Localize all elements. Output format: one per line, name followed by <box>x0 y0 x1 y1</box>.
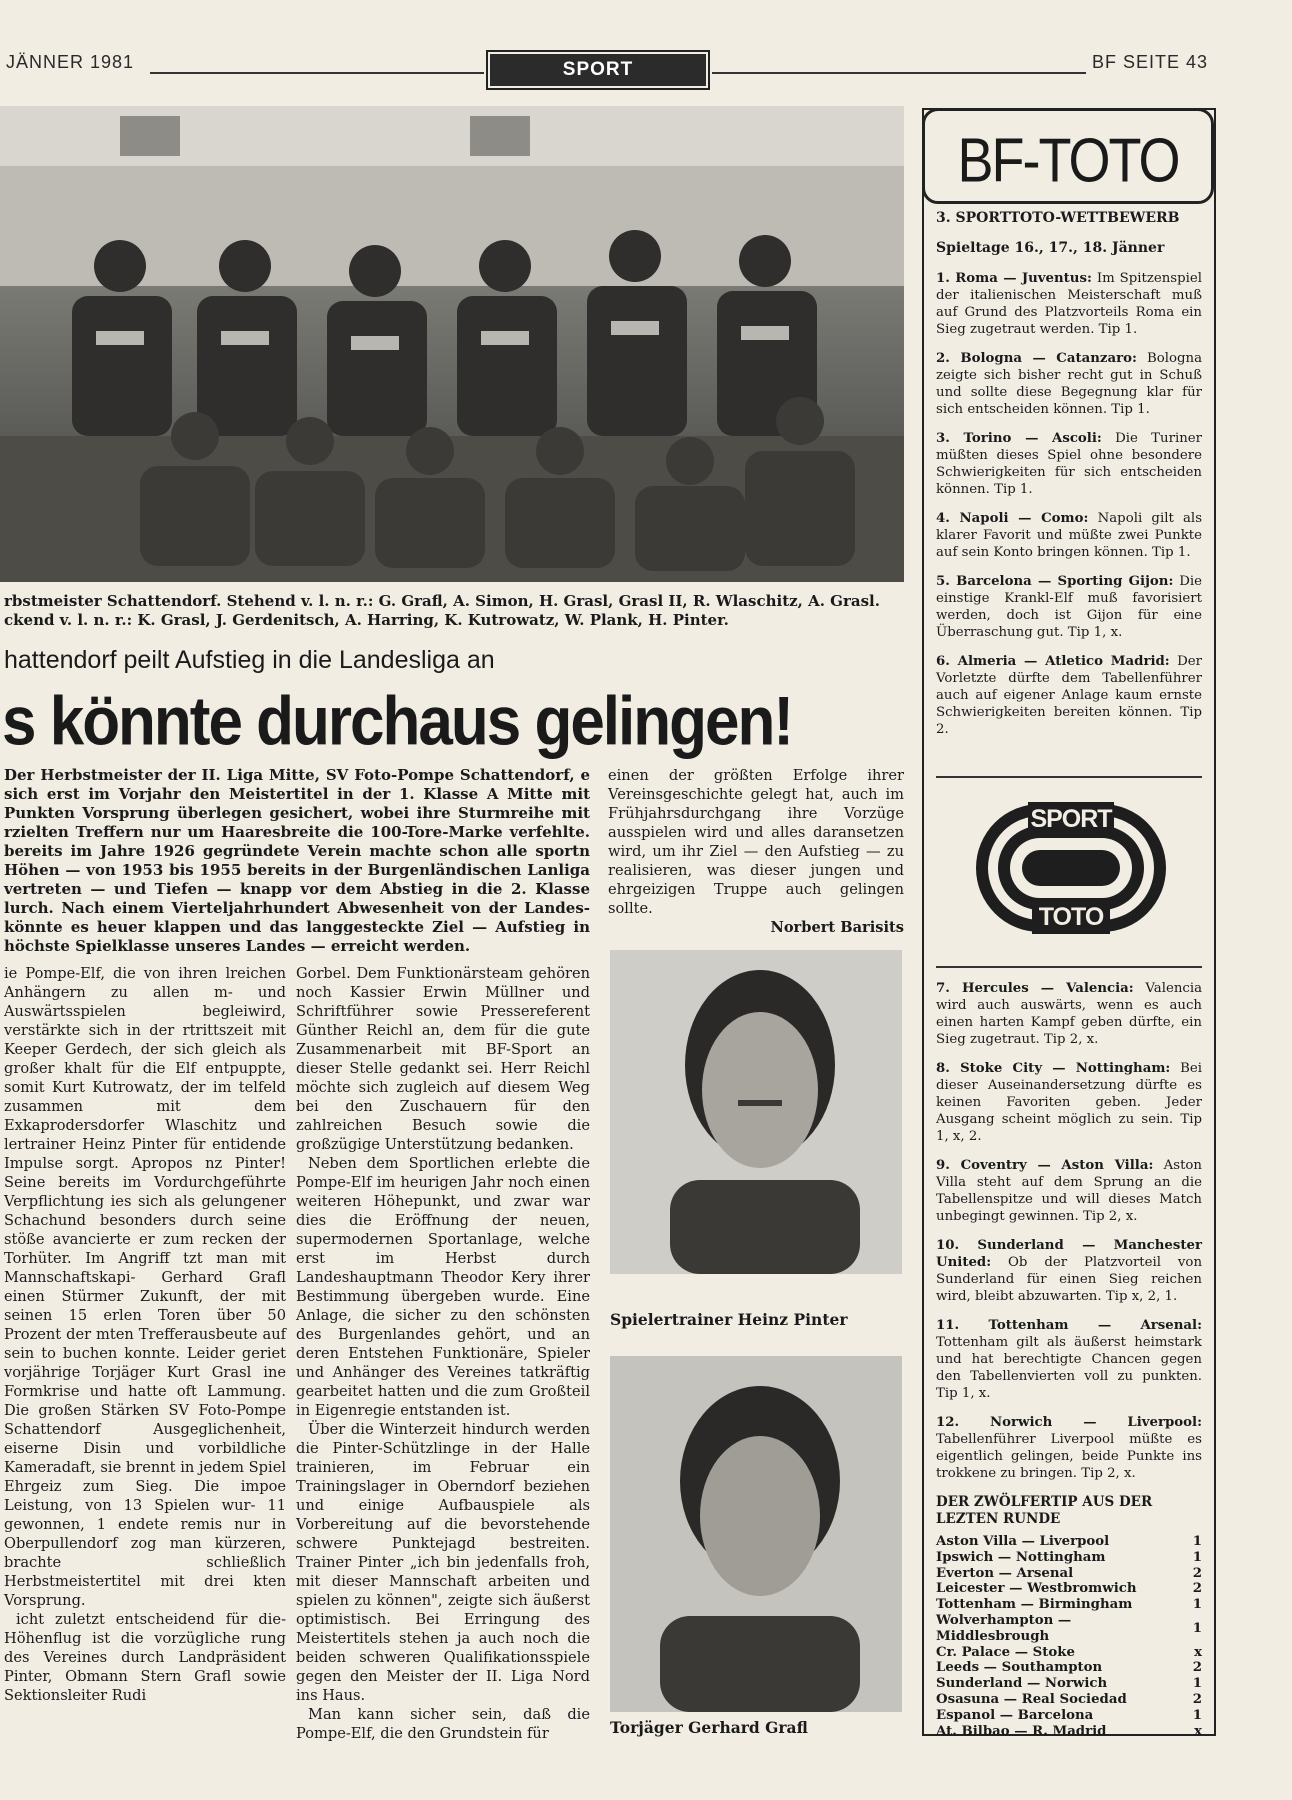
col1-paragraph-1: ie Pompe-Elf, die von ihren lreichen Anhängern zu allen m- und Auswärtsspielen begleiwird, verstärkte sich in der rtrittszeit mit Keeper Gerdech, der sich gleich als großer khalt für die Elf entpuppte, somit Kurt Kutrowatz, der im telfeld zusammen mit dem Exkaprodersdorfer Wlaschitz und lertrainer Heinz Pinter für entidende Impulse sorgt. Apropos nz Pinter! Seine bereits im Vordurchgeführte Verpflichtung ies sich als gelungener Schachund besonders durch seine stöße avancierte er zum recken der Torhüter. Im Angriff tzt man mit Mannschaftskapi- Gerhard Grafl einen Stürmer Zukunft, der mit seinen 15 erlen Toren über 50 Prozent der mten Trefferausbeute auf sein to buchen konnte. Leider geriet vorjährige Torjäger Kurt Grasl ine Formkrise und hatte oft Lammung. Die großen Stärken SV Foto-Pompe Schattendorf Ausgeglichenheit, eiserne Disin und vorbildliche Kameradaft, sie brennt in jedem Spiel Ehrgeiz zum Sieg. Die impoe Leistung, von 13 Spielen wur- 11 gewonnen, 1 endete remis nur in Oberpullendorf zog man kürzeren, brachte schließlich Herbstmeistertitel mit drei kten Vorsprung. <box>4 965 286 1609</box>
logo-toto-text: TOTO <box>1038 903 1104 931</box>
portrait1-caption: Spielertrainer Heinz Pinter <box>610 1310 848 1329</box>
article-lead-continued: einen der größten Erfolge ihrer Vereinsgeschichte gelegt hat, auch im Frühjahrsdurchgang ihre Vorzüge ausspielen wird und alles daransetzen wird, um ihr Ziel — den Aufstieg — zu realisieren, was dieser jungen und ehrgeizigen Truppe auch gelingen sollte. <box>608 767 904 917</box>
zwoelfer-table <box>936 1534 1202 1739</box>
section-label: SPORT <box>490 54 706 86</box>
zwoelfer-row: Wolverhampton — Middlesbrough 1 <box>936 1612 1202 1644</box>
logo-sport-text: SPORT <box>1030 805 1112 833</box>
toto-tip-5: 5. Barcelona — Sporting Gijon: Die einstige Krankl-Elf muß favorisiert werden, doch ist Gijon für eine Überraschung gut. Tip 1, x. <box>936 574 1202 640</box>
col1-paragraph-2: icht zuletzt entscheidend für die- Höhenflug ist die vorzügliche rung des Vereines durch Landpräsident Pinter, Obmann Stern Grafl sowie Sektionsleiter Rudi <box>4 1611 286 1704</box>
header-rule-right <box>712 72 1086 74</box>
toto-tip-9: 9. Coventry — Aston Villa: Aston Villa steht auf dem Sprung an die Tabellenspitze und will dieses Match unbegingt gewinnen. Tip 2, x. <box>936 1158 1202 1224</box>
toto-tip-12: 12. Norwich — Liverpool: Tabellenführer Liverpool müßte es eigentlich gelingen, beide Punkte ins trokkene zu bringen. Tip 2, x. <box>936 1415 1202 1481</box>
toto-tip-2: 2. Bologna — Catanzaro: Bologna zeigte sich bisher recht gut in Schuß und sollte diese Begegnung klar für sich entscheiden können. Tip 1. <box>936 351 1203 417</box>
toto-tip-6: 6. Almeria — Atletico Madrid: Der Vorletzte dürfte dem Tabellenführer auch auf eigener Anlage kaum ernste Schwierigkeiten bereiten können. Tip 2. <box>936 654 1202 737</box>
team-photo-caption-line1: rbstmeister Schattendorf. Stehend v. l. n. r.: G. Grafl, A. Simon, H. Grasl, Grasl II, R. Wlaschitz, A. Grasl. <box>4 592 880 610</box>
article-column-1 <box>4 964 286 1705</box>
col2-paragraph-2: Neben dem Sportlichen erlebte die Pompe-Elf im heurigen Jahr noch einen weiteren Höhepunkt, und zwar war dies die Eröffnung der neuen, supermodernen Sportanlage, welche erst im Herbst durch Landeshauptmann Theodor Kery ihrer Bestimmung übergeben wurde. Eine Anlage, die sicher zu den schönsten des Burgenlandes gehört, und an deren Entstehen Funktionäre, Spieler und Anhänger des Vereines tatkräftig gearbeitet hatten und die zum Großteil in Eigenregie entstanden ist. <box>296 1155 590 1419</box>
toto-tip-3: 3. Torino — Ascoli: Die Turiner müßten dieses Spiel ohne besondere Schwierigkeiten für sich entscheiden können. Tip 1. <box>936 431 1202 497</box>
col2-paragraph-1: Gorbel. Dem Funktionärsteam gehören noch Kassier Erwin Müllner und Schriftführer sowie Pressereferent Günther Reichl an, dem für die gute Zusammenarbeit mit BF-Sport an dieser Stelle gedankt sei. Herr Reichl möchte sich zugleich auf diesem Weg bei den Zuschauern für den zahlreichen Besuch sowie die großzügige Unterstützung bedanken. <box>296 965 590 1153</box>
zwoelfer-row: Tottenham — Birmingham 1 <box>936 1597 1202 1613</box>
toto-tip-4: 4. Napoli — Como: Napoli gilt als klarer Favorit und müßte zwei Punkte auf sein Konto bringen können. Tip 1. <box>936 511 1203 560</box>
zwoelfer-row: Leeds — Southampton 2 <box>936 1660 1202 1676</box>
toto-tip-10: 10. Sunderland — Manchester United: Ob der Platzvorteil von Sunderland für einen Sieg reichen wird, bleibt abzuwarten. Tip x, 2, 1. <box>936 1238 1203 1304</box>
bf-toto-title: BF-TOTO <box>957 126 1179 196</box>
team-photo-illustration <box>0 106 904 582</box>
sport-toto-logo <box>972 800 1170 936</box>
toto-tip-7: 7. Hercules — Valencia: Valencia wird auch auswärts, wenn es auch einen harten Kampf geben dürfte, ein Sieg zugetraut. Tip 2, x. <box>936 981 1203 1047</box>
zwoelfer-title: DER ZWÖLFERTIP AUS DER LEZTEN RUNDE <box>936 1494 1153 1527</box>
portrait-gerhard-grafl <box>610 1356 902 1712</box>
article-headline: s könnte durchaus gelingen! <box>2 684 792 760</box>
article-author: Norbert Barisits <box>770 919 904 936</box>
zwoelfer-row: Espanol — Barcelona 1 <box>936 1707 1202 1723</box>
zwoelfer-row: Everton — Arsenal 2 <box>936 1565 1202 1581</box>
portrait-illustration-2 <box>610 1356 902 1712</box>
bf-toto-title-box <box>922 108 1214 204</box>
zwoelfer-row: Leicester — Westbromwich 2 <box>936 1581 1202 1597</box>
article-column-2 <box>296 964 590 1743</box>
zwoelfer-row: At. Bilbao — R. Madrid x <box>936 1723 1202 1739</box>
zwoelfer-row: Osasuna — Real Sociedad 2 <box>936 1691 1202 1707</box>
col2-paragraph-3: Über die Winterzeit hindurch werden die Pinter-Schützlinge in der Halle trainieren, im Februar ein Trainingslager in Oberndorf beziehen und einige Aufbauspiele als Vorbereitung auf die bevorstehende schwere Punktejagd bestreiten. Trainer Pinter „ich bin jedenfalls froh, mit dieser Mannschaft arbeiten und spielen zu können", zeigte sich äußerst optimistisch. Bei Erringung des Meistertitels stehen ja auch noch die beiden schweren Qualifikationsspiele gegen den Meister der II. Liga Nord ins Haus. <box>296 1421 590 1704</box>
toto-tip-8: 8. Stoke City — Nottingham: Bei dieser Auseinandersetzung dürfte es keinen Favoriten geben. Jeder Ausgang scheint möglich zu sein. Tip 1, x, 2. <box>936 1061 1202 1144</box>
issue-date: JÄNNER 1981 <box>6 52 135 72</box>
portrait2-caption: Torjäger Gerhard Grafl <box>610 1718 808 1737</box>
team-photo <box>0 106 904 582</box>
portrait-heinz-pinter <box>610 950 902 1274</box>
zwoelfer-row: Ipswich — Nottingham 1 <box>936 1549 1202 1565</box>
article-lead: Der Herbstmeister der II. Liga Mitte, SV Foto-Pompe Schattendorf, e sich erst im Vorjahr den Meistertitel in der 1. Klasse A Mitte mit Punkten Vorsprung überlegen gesichert, wobei ihre Sturmreihe mit rzielten Treffern nur um Haaresbreite die 100-Tore-Marke verfehlte. bereits im Jahre 1926 gegründete Verein machte schon alle sportn Höhen — von 1953 bis 1955 bereits in der Burgenländischen Lanliga vertreten — und Tiefen — knapp vor dem Abstieg in die 2. Klasse lurch. Nach einem Vierteljahrhundert Abwesenheit von der Landes- könnte es heuer klappen und das langgesteckte Ziel — Aufstieg in höchste Spielklasse unseres Landes — erreicht werden. <box>4 766 590 955</box>
toto-competition: 3. SPORTTOTO-WETTBEWERB <box>936 210 1180 226</box>
zwoelfer-row: Sunderland — Norwich 1 <box>936 1676 1202 1692</box>
zwoelfer-row: Cr. Palace — Stoke x <box>936 1644 1202 1660</box>
col2-paragraph-4: Man kann sicher sein, daß die Pompe-Elf, die den Grundstein für <box>296 1706 590 1742</box>
sidebar-divider-2 <box>936 966 1202 968</box>
page-number: BF SEITE 43 <box>1092 52 1209 72</box>
article-kicker: hattendorf peilt Aufstieg in die Landesliga an <box>4 646 495 674</box>
toto-tip-1: 1. Roma — Juventus: Im Spitzenspiel der italienischen Meisterschaft muß auf Grund des Platzvorteils Roma ein Sieg zugetraut werden. Tip 1. <box>936 271 1202 337</box>
sidebar-divider <box>936 776 1202 778</box>
toto-tip-11: 11. Tottenham — Arsenal: Tottenham gilt als äußerst heimstark und hat berechtigte Chancen gegen den Tabellenvierten voll zu punkten. Tip 1, x. <box>936 1318 1202 1401</box>
portrait-illustration <box>610 950 902 1274</box>
header-rule-left <box>150 72 484 74</box>
team-photo-caption-line2: ckend v. l. n. r.: K. Grasl, J. Gerdenitsch, A. Harring, K. Kutrowatz, W. Plank, H. Pinter. <box>4 611 729 629</box>
toto-matchdays: Spieltage 16., 17., 18. Jänner <box>936 240 1165 256</box>
zwoelfer-row: Aston Villa — Liverpool 1 <box>936 1534 1202 1549</box>
